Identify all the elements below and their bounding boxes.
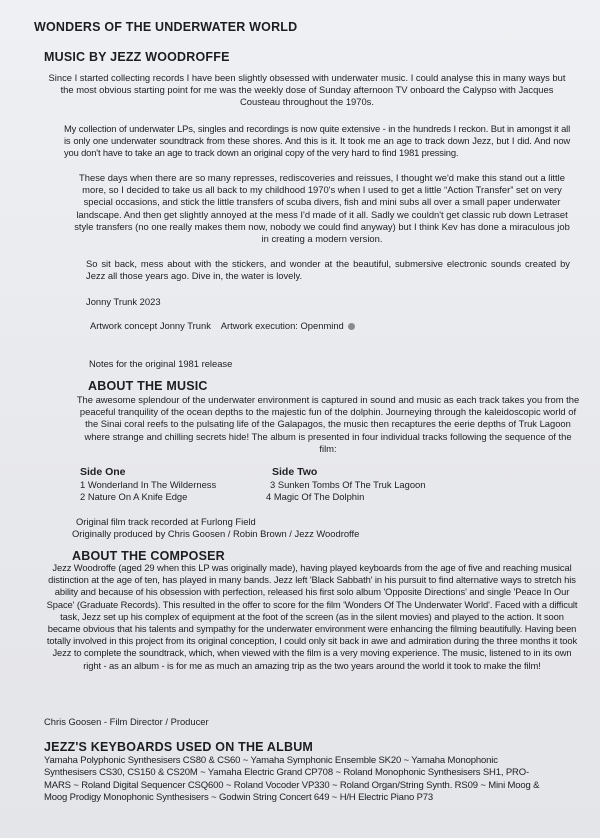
about-music-body: The awesome splendour of the underwater environment is captured in sound and music as each track takes you from the peaceful tranquility of the ocean depths to the majestic fun of the dolphin. Journeying through the kaleidoscopic world of the Sinai coral reefs to the pulsating life of the Galapagos, the music then recaptures the eerie depths of Truk Lagoon where strange and chilling secrets hide! The album is presented in four individual tracks following the sequence of the film:	[76, 394, 580, 454]
page-subtitle: MUSIC BY JEZZ WOODROFFE	[44, 50, 230, 64]
intro-paragraph-4: So sit back, mess about with the stickers, and wonder at the beautiful, submersive electronic sounds created by Jezz all those years ago. Dive in, the water is lovely.	[86, 258, 570, 282]
original-producers: Originally produced by Chris Goosen / Robin Brown / Jezz Woodroffe	[72, 528, 360, 539]
side-two-label: Side Two	[272, 466, 318, 478]
notes-label: Notes for the original 1981 release	[89, 358, 233, 369]
intro-paragraph-1: Since I started collecting records I have been slightly obsessed with underwater music. I could analyse this in many ways but the most obvious starting point for me was the weekly dose of Sunday afternoon TV onboard the Calypso with Jacques Cousteau throughout the 1970s.	[48, 72, 566, 108]
track-4: 4 Magic Of The Dolphin	[266, 491, 365, 502]
track-3: 3 Sunken Tombs Of The Truk Lagoon	[270, 479, 426, 490]
track-1: 1 Wonderland In The Wilderness	[80, 479, 217, 490]
about-music-heading: ABOUT THE MUSIC	[88, 379, 208, 393]
artwork-credits-text: Artwork concept Jonny Trunk Artwork execution: Openmind	[90, 320, 344, 331]
about-composer-heading: ABOUT THE COMPOSER	[72, 549, 225, 563]
intro-paragraph-3: These days when there are so many represses, rediscoveries and reissues, I thought we'd make this stand out a little more, so I decided to take us all back to my childhood 1970's when I used to get a little “Action Transfer” set on very special occasions, and stick the little transfers of scuba divers, fish and mini subs all over a small paper underwater landscape. And then get slightly annoyed at the mess I'd made of it all. Sadly we couldn't get classic rub down Letraset style transfers (no one really makes them now, nobody we could find anyway) but I think Kev has done a miraculous job in creating a modern version.	[74, 172, 570, 245]
intro-signature: Jonny Trunk 2023	[86, 296, 161, 307]
artwork-credits	[90, 320, 355, 332]
side-one-label: Side One	[80, 466, 126, 478]
page-title: WONDERS OF THE UNDERWATER WORLD	[34, 20, 298, 34]
intro-paragraph-2: My collection of underwater LPs, singles and recordings is now quite extensive - in the hundreds I reckon. But in amongst it all is only one underwater soundtrack from these shores. And this is it. It took me an age to track down Jezz, but I did. And now you don't have to take an age to track down an original copy of the very hard to find 1981 pressing.	[64, 123, 570, 159]
track-2: 2 Nature On A Knife Edge	[80, 491, 188, 502]
keyboards-heading: JEZZ'S KEYBOARDS USED ON THE ALBUM	[44, 740, 314, 754]
recording-location: Original film track recorded at Furlong Field	[76, 516, 256, 527]
keyboards-list: Yamaha Polyphonic Synthesisers CS80 & CS60 ~ Yamaha Symphonic Ensemble SK20 ~ Yamaha Monophonic Synthesisers CS30, CS150 & CS20M ~ Yamaha Electric Grand CP708 ~ Roland Monophonic Synthesisers SH1, PRO-MARS ~ Roland Digital Sequencer CSQ600 ~ Roland Vocoder VP330 ~ Roland Organ/String Synth. RS09 ~ Mini Moog & Moog Prodigy Monophonic Synthesisers ~ Godwin String Concert 649 ~ H/H Electric Piano P73	[44, 755, 540, 804]
grey-circle-icon	[348, 323, 355, 330]
about-composer-body: Jezz Woodroffe (aged 29 when this LP was originally made), having played keyboards from the age of five and reaching musical distinction at the age of ten, has played in many bands. Jezz left 'Black Sabbath' in his pursuit to find alternative ways to stretch his ability and because of his obsession with perfection, released his first solo album 'Opposite Directions' and single 'Peace In Our Space' (Graduate Records). This resulted in the offer to score for the film 'Wonders Of The Underwater World'. Faced with a difficult task, Jezz set up his complex of equipment at the foot of the screen (as in the silent movies) and played to the action. It soon became obvious that his talents and sympathy for the underwater environment were enhancing the filming beautifully. Having been totally involved in this project from its original conception, I could only sit back in awe and admiration during the three months it took Jezz to complete the soundtrack, which, when viewed with the film is a very moving experience. The music, listened to in its own right - as an album - is for me as much an amazing trip as the two years around the world it took to make the film!	[46, 562, 578, 671]
composer-section-signature: Chris Goosen - Film Director / Producer	[44, 716, 209, 727]
